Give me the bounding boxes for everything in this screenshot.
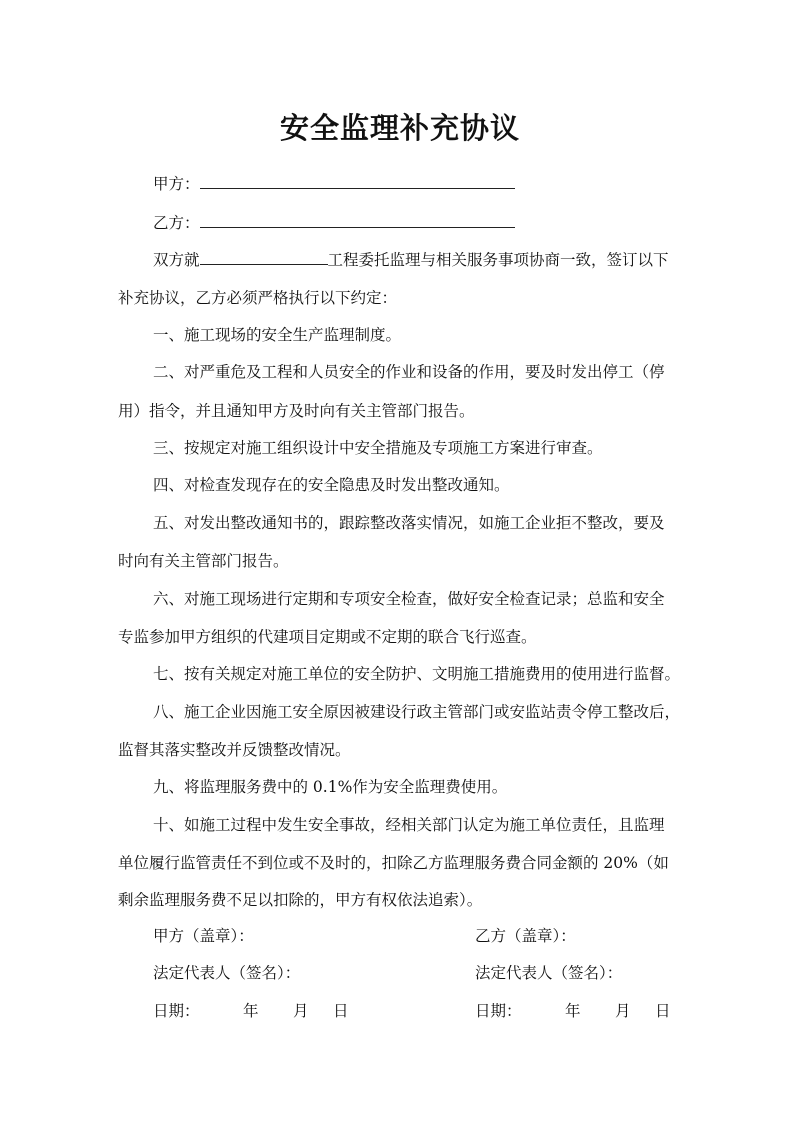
party-a-date (153, 1001, 349, 1021)
item-2-line-1: 二、对严重危及工程和人员安全的作业和设备的作用，要及时发出停工（停 (153, 363, 665, 381)
item-1: 一、施工现场的安全生产监理制度。 (153, 326, 402, 344)
party-a-representative: 法定代表人（签名）： (153, 964, 301, 982)
intro-line-1 (153, 248, 669, 270)
intro-before-blank: 双方就 (153, 251, 200, 269)
item-8-line-1: 八、施工企业因施工安全原因被建设行政主管部门或安监站责令停工整改后， (153, 703, 681, 721)
item-10-line-1: 十、如施工过程中发生安全事故，经相关部门认定为施工单位责任，且监理 (153, 816, 665, 834)
item-10-line-3: 剩余监理服务费不足以扣除的，甲方有权依法追索）。 (118, 891, 483, 909)
intro-after-blank: 工程委托监理与相关服务事项协商一致，签订以下 (327, 251, 669, 269)
item-4: 四、对检查发现存在的安全隐患及时发出整改通知。 (153, 476, 510, 494)
party-b-date-day: 日 (655, 1002, 671, 1020)
item-2-line-2: 用）指令，并且通知甲方及时向有关主管部门报告。 (118, 402, 475, 420)
document-title: 安全监理补充协议 (279, 111, 520, 145)
party-b-blank (200, 211, 515, 228)
item-7: 七、按有关规定对施工单位的安全防护、文明施工措施费用的使用进行监督。 (153, 665, 681, 683)
item-5-line-2: 时向有关主管部门报告。 (118, 552, 289, 570)
party-a-blank (200, 172, 515, 189)
party-b-seal: 乙方（盖章）： (475, 927, 576, 945)
party-a-label: 甲方： (153, 175, 200, 193)
party-a-date-month: 月 (293, 1002, 309, 1020)
item-6-line-1: 六、对施工现场进行定期和专项安全检查，做好安全检查记录；总监和安全 (153, 590, 665, 608)
party-a-date-day: 日 (333, 1002, 349, 1020)
item-10-line-2: 单位履行监管责任不到位或不及时的，扣除乙方监理服务费合同金额的 20%（如 (118, 854, 669, 872)
item-6-line-2: 专监参加甲方组织的代建项目定期或不定期的联合飞行巡查。 (118, 628, 537, 646)
item-8-line-2: 监督其落实整改并反馈整改情况。 (118, 741, 351, 759)
item-5-line-1: 五、对发出整改通知书的，跟踪整改落实情况，如施工企业拒不整改，要及 (153, 514, 665, 532)
party-a-line (153, 172, 515, 194)
party-b-date-month: 月 (615, 1002, 631, 1020)
party-b-date-label: 日期： (475, 1002, 522, 1020)
party-b-date (475, 1001, 671, 1021)
intro-line-2: 补充协议，乙方必须严格执行以下约定： (118, 289, 398, 307)
party-a-seal: 甲方（盖章）： (153, 927, 254, 945)
party-b-label: 乙方： (153, 214, 200, 232)
party-a-date-label: 日期： (153, 1002, 200, 1020)
item-3: 三、按规定对施工组织设计中安全措施及专项施工方案进行审查。 (153, 439, 603, 457)
party-b-date-year: 年 (565, 1002, 581, 1020)
party-a-date-year: 年 (243, 1002, 259, 1020)
item-9: 九、将监理服务费中的 0.1%作为安全监理费使用。 (153, 778, 508, 796)
project-name-blank (200, 248, 328, 265)
party-b-representative: 法定代表人（签名）： (475, 964, 623, 982)
party-b-line (153, 211, 515, 233)
